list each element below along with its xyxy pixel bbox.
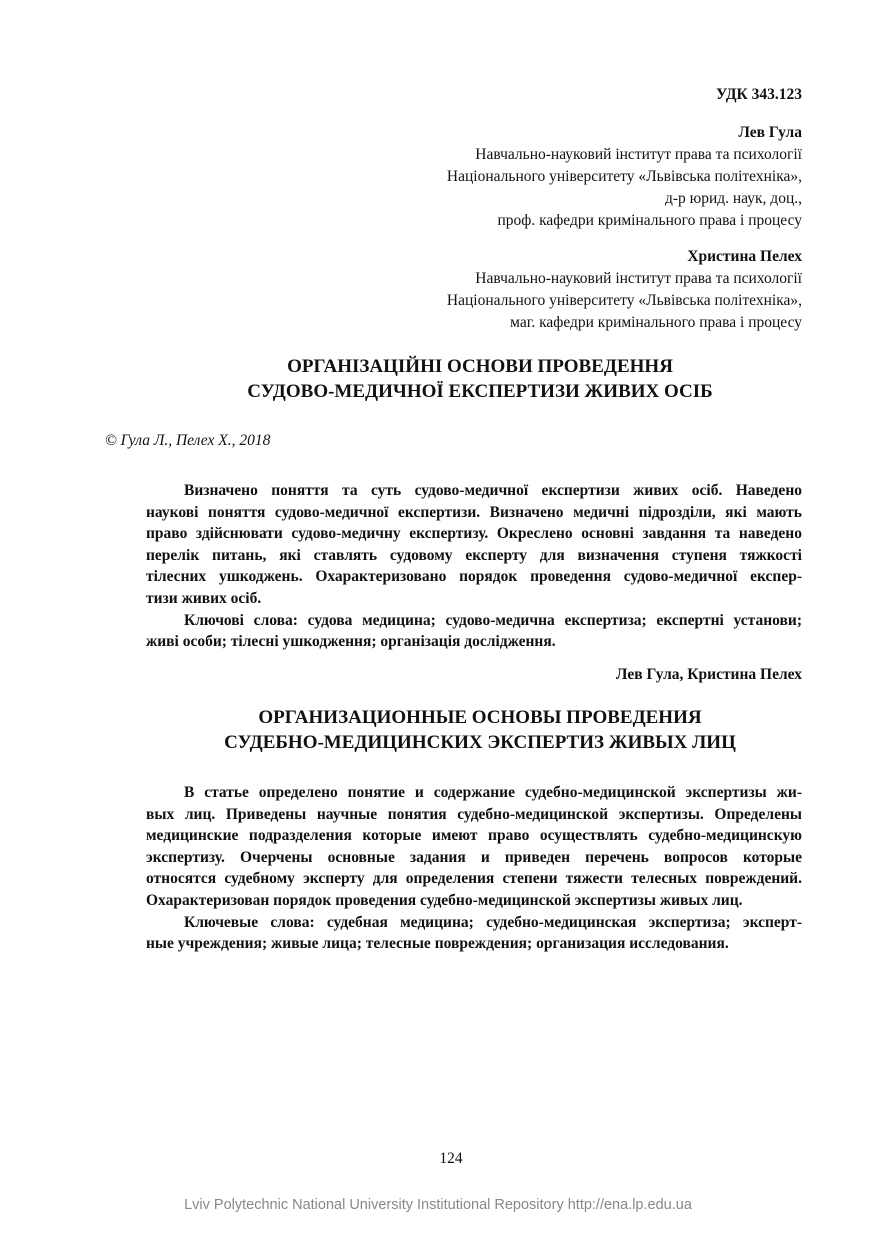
abstract-ru: [146, 782, 802, 955]
abstract-line: ные учреждения; живые лица; телесные повреждения; организация исследования.: [146, 935, 729, 953]
affiliation-line: Навчально-науковий інститут права та психології: [475, 270, 802, 287]
title-line: ОРГАНІЗАЦІЙНІ ОСНОВИ ПРОВЕДЕННЯ: [287, 356, 673, 377]
affiliation-line: Національного університету «Львівська політехніка»,: [446, 168, 802, 185]
affiliation-line: д-р юрид. наук, доц.,: [664, 190, 802, 207]
author-name: Лев Гула: [738, 124, 802, 141]
abstract-line: Охарактеризован порядок проведения судебно-медицинской экспертизы живых лиц.: [146, 891, 743, 909]
affiliation-line: маг. кафедри кримінального права і процесу: [510, 314, 802, 331]
abstract-line: перелік питань, які ставлять судовому експерту для визначення ступеня тяжкості: [146, 546, 802, 564]
page-number: 124: [439, 1150, 463, 1167]
author-block-1: [447, 122, 802, 232]
affiliation-line: проф. кафедри кримінального права і процесу: [497, 212, 802, 229]
abstract-line: вых лиц. Приведены научные понятия судебно-медицинской экспертизы. Определены: [146, 805, 802, 823]
copyright: © Гула Л., Пелех Х., 2018: [105, 432, 271, 449]
udc-code: УДК 343.123: [716, 86, 802, 103]
abstract-line: право здійснювати судово-медичну експертизу. Окреслено основні завдання та наведено: [146, 525, 802, 543]
abstract-line: тизи живих осіб.: [146, 589, 262, 607]
abstract-line: Визначено поняття та суть судово-медичної експертизи живих осіб. Наведено: [184, 482, 802, 499]
affiliation-line: Національного університету «Львівська політехніка»,: [446, 292, 802, 309]
abstract-uk: [146, 480, 802, 653]
abstract-line: тілесних ушкоджень. Охарактеризовано порядок проведення судово-медичної експер-: [146, 568, 802, 586]
abstract-line: наукові поняття судово-медичної експертизи. Визначено медичні підрозділи, які мають: [146, 503, 802, 521]
title-line: СУДОВО-МЕДИЧНОЇ ЕКСПЕРТИЗИ ЖИВИХ ОСІБ: [247, 381, 713, 402]
abstract-line: относятся судебному эксперту для определения степени тяжести телесных повреждений.: [146, 870, 802, 888]
abstract-line: экспертизу. Очерчены основные задания и приведен перечень вопросов которые: [146, 848, 802, 866]
abstract-line: живі особи; тілесні ушкодження; організація дослідження.: [146, 633, 556, 651]
keywords-line: Ключові слова: судова медицина; судово-медична експертиза; експертні установи;: [184, 611, 802, 629]
title-line: ОРГАНИЗАЦИОННЫЕ ОСНОВЫ ПРОВЕДЕНИЯ: [258, 707, 702, 728]
abstract-line: медицинские подразделения которые имеют право осуществлять судебно-медицинскую: [146, 827, 802, 845]
keywords-line: Ключевые слова: судебная медицина; судебно-медицинская экспертиза; эксперт-: [184, 913, 802, 931]
title-uk: [0, 354, 876, 404]
abstract-line: В статье определено понятие и содержание судебно-медицинской экспертизы жи-: [184, 784, 802, 801]
authors-ru: Лев Гула, Кристина Пелех: [615, 666, 802, 683]
title-ru: [0, 705, 876, 755]
affiliation-line: Навчально-науковий інститут права та психології: [475, 146, 802, 163]
title-line: СУДЕБНО-МЕДИЦИНСКИХ ЭКСПЕРТИЗ ЖИВЫХ ЛИЦ: [224, 732, 736, 753]
author-block-2: [447, 246, 802, 334]
author-name: Христина Пелех: [687, 248, 802, 265]
repository-footer: Lviv Polytechnic National University Institutional Repository http://ena.lp.edu.ua: [184, 1197, 692, 1213]
